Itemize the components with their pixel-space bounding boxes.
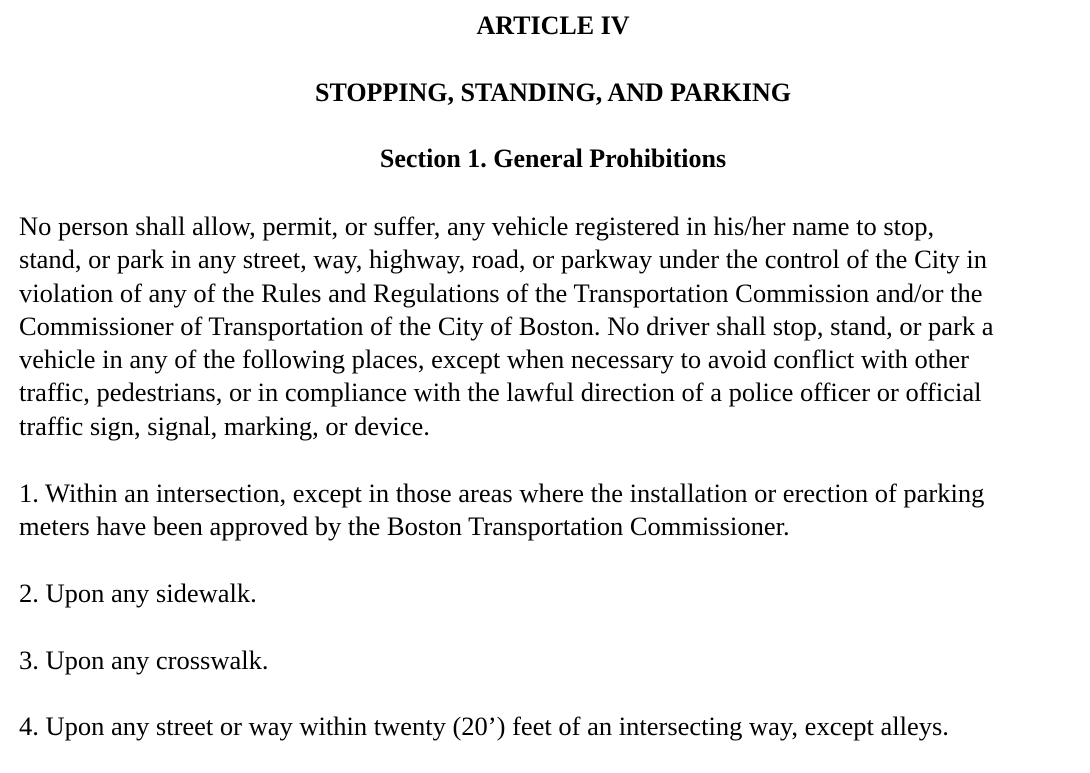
intro-line: traffic sign, signal, marking, or device. [19,410,430,441]
intro-line: Commissioner of Transportation of the City of Boston. No driver shall stop, stand, or park a [19,310,994,341]
list-item-3 [19,644,1087,677]
intro-line: stand, or park in any street, way, highway, road, or parkway under the control of the City in [19,244,987,275]
list-item-line: 2. Upon any sidewalk. [19,578,257,608]
section-title: Section 1. General Prohibitions [379,144,727,173]
intro-line: vehicle in any of the following places, except when necessary to avoid conflict with other [19,344,970,375]
list-item-4 [19,710,1087,743]
list-item-line: meters have been approved by the Boston Transportation Commissioner. [19,511,790,542]
article-title: ARTICLE IV [476,11,630,40]
list-item-2 [19,577,1087,610]
list-item-line: 3. Upon any crosswalk. [19,645,269,675]
intro-line: No person shall allow, permit, or suffer, any vehicle registered in his/her name to stop, [19,211,935,241]
list-item-line: 4. Upon any street or way within twenty (20’) feet of an intersecting way, except alleys. [19,711,949,741]
list-item-line: 1. Within an intersection, except in those areas where the installation or erection of parking [19,478,985,508]
intro-line: violation of any of the Rules and Regulations of the Transportation Commission and/or the [19,277,983,308]
intro-line: traffic, pedestrians, or in compliance with the lawful direction of a police officer or official [19,377,982,408]
list-item-1 [19,477,1087,544]
article-subject: STOPPING, STANDING, AND PARKING [315,78,791,107]
intro-paragraph [19,210,1087,443]
